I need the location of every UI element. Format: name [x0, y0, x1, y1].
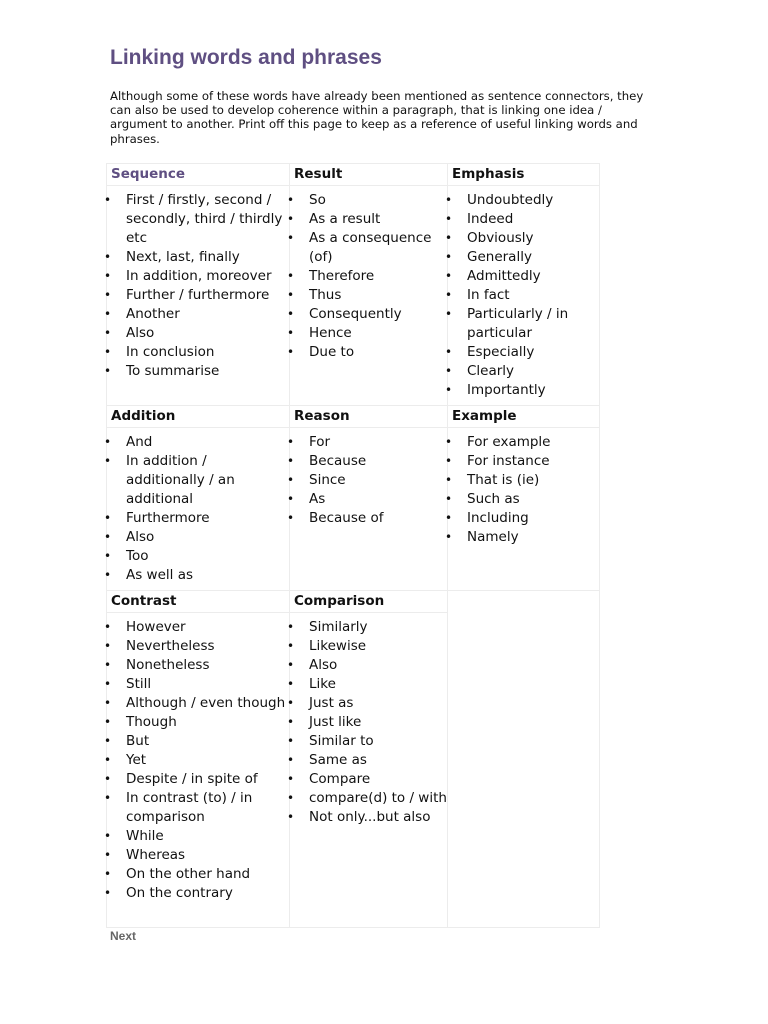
list-item: • Similar to [290, 732, 447, 751]
category-heading-sequence: Sequence [107, 164, 290, 186]
word-list [290, 618, 447, 827]
category-cell [107, 428, 290, 591]
list-item: • Not only...but also [290, 808, 447, 827]
table-header-row [107, 164, 600, 186]
intro-paragraph: Although some of these words have already been mentioned as sentence connectors, they can also be used to develop coherence within a paragraph, that is linking one idea / argument to another. Print off this page to keep as a reference of useful linking words and phrases. [110, 89, 644, 146]
list-item: • So [290, 191, 447, 210]
word-list [290, 433, 447, 528]
list-item: • Likewise [290, 637, 447, 656]
list-item: • Particularly / in particular [448, 305, 599, 343]
list-item: • Undoubtedly [448, 191, 599, 210]
list-item: • Yet [107, 751, 289, 770]
list-item: • On the contrary [107, 884, 289, 903]
word-list [448, 433, 599, 547]
list-item: • For instance [448, 452, 599, 471]
category-cell [290, 428, 448, 591]
list-item: • Consequently [290, 305, 447, 324]
list-item: • Importantly [448, 381, 599, 400]
list-item: • As a result [290, 210, 447, 229]
word-list [107, 191, 289, 381]
list-item: • Too [107, 547, 289, 566]
category-cell [290, 613, 448, 928]
list-item: • To summarise [107, 362, 289, 381]
list-item: • Hence [290, 324, 447, 343]
table-header-row [107, 406, 600, 428]
list-item: • For [290, 433, 447, 452]
list-item: • In fact [448, 286, 599, 305]
next-link[interactable]: Next [110, 929, 137, 943]
list-item: • Just like [290, 713, 447, 732]
list-item: • Similarly [290, 618, 447, 637]
list-item: • Clearly [448, 362, 599, 381]
list-item: • Thus [290, 286, 447, 305]
list-item: • Still [107, 675, 289, 694]
list-item: • Nonetheless [107, 656, 289, 675]
list-item: • In addition / additionally / an additional [107, 452, 289, 509]
list-item: • On the other hand [107, 865, 289, 884]
list-item: • That is (ie) [448, 471, 599, 490]
list-item: • Such as [448, 490, 599, 509]
list-item: • In addition, moreover [107, 267, 289, 286]
category-heading-result: Result [290, 164, 448, 186]
category-heading-example: Example [448, 406, 600, 428]
list-item: • Due to [290, 343, 447, 362]
list-item: • Though [107, 713, 289, 732]
list-item: • Therefore [290, 267, 447, 286]
list-item: • Also [107, 528, 289, 547]
word-list [290, 191, 447, 362]
list-item: • Next, last, finally [107, 248, 289, 267]
table-header-row [107, 591, 600, 613]
list-item: • As well as [107, 566, 289, 585]
list-item: • Because [290, 452, 447, 471]
list-item: • Another [107, 305, 289, 324]
list-item: • Including [448, 509, 599, 528]
category-heading-addition: Addition [107, 406, 290, 428]
list-item: • Same as [290, 751, 447, 770]
list-item: • Like [290, 675, 447, 694]
table-body [107, 164, 600, 928]
list-item: • Despite / in spite of [107, 770, 289, 789]
list-item: • Whereas [107, 846, 289, 865]
category-heading-comparison: Comparison [290, 591, 448, 613]
list-item: • For example [448, 433, 599, 452]
list-item: • Although / even though [107, 694, 289, 713]
list-item: • Compare [290, 770, 447, 789]
word-list [107, 618, 289, 903]
empty-cell [448, 591, 600, 928]
list-item: • As a consequence (of) [290, 229, 447, 267]
list-item: • Furthermore [107, 509, 289, 528]
list-item: • Namely [448, 528, 599, 547]
list-item: • Admittedly [448, 267, 599, 286]
list-item: • Because of [290, 509, 447, 528]
word-list [448, 191, 599, 400]
category-heading-reason: Reason [290, 406, 448, 428]
table-row [107, 186, 600, 406]
category-cell [107, 186, 290, 406]
list-item: • Indeed [448, 210, 599, 229]
list-item: • In conclusion [107, 343, 289, 362]
list-item: • But [107, 732, 289, 751]
category-cell [448, 428, 600, 591]
list-item: • Also [107, 324, 289, 343]
category-cell [448, 186, 600, 406]
list-item: • Generally [448, 248, 599, 267]
list-item: • First / firstly, second / secondly, third / thirdly etc [107, 191, 289, 248]
category-cell [290, 186, 448, 406]
list-item: • However [107, 618, 289, 637]
category-cell [107, 613, 290, 928]
page-title: Linking words and phrases [110, 46, 382, 69]
list-item: • Just as [290, 694, 447, 713]
list-item: • As [290, 490, 447, 509]
linking-words-table [106, 163, 600, 928]
list-item: • compare(d) to / with [290, 789, 447, 808]
list-item: • Also [290, 656, 447, 675]
table-row [107, 428, 600, 591]
list-item: • Obviously [448, 229, 599, 248]
list-item: • Nevertheless [107, 637, 289, 656]
word-list [107, 433, 289, 585]
list-item: • Especially [448, 343, 599, 362]
list-item: • Since [290, 471, 447, 490]
list-item: • In contrast (to) / in comparison [107, 789, 289, 827]
category-heading-contrast: Contrast [107, 591, 290, 613]
list-item: • And [107, 433, 289, 452]
list-item: • While [107, 827, 289, 846]
category-heading-emphasis: Emphasis [448, 164, 600, 186]
list-item: • Further / furthermore [107, 286, 289, 305]
